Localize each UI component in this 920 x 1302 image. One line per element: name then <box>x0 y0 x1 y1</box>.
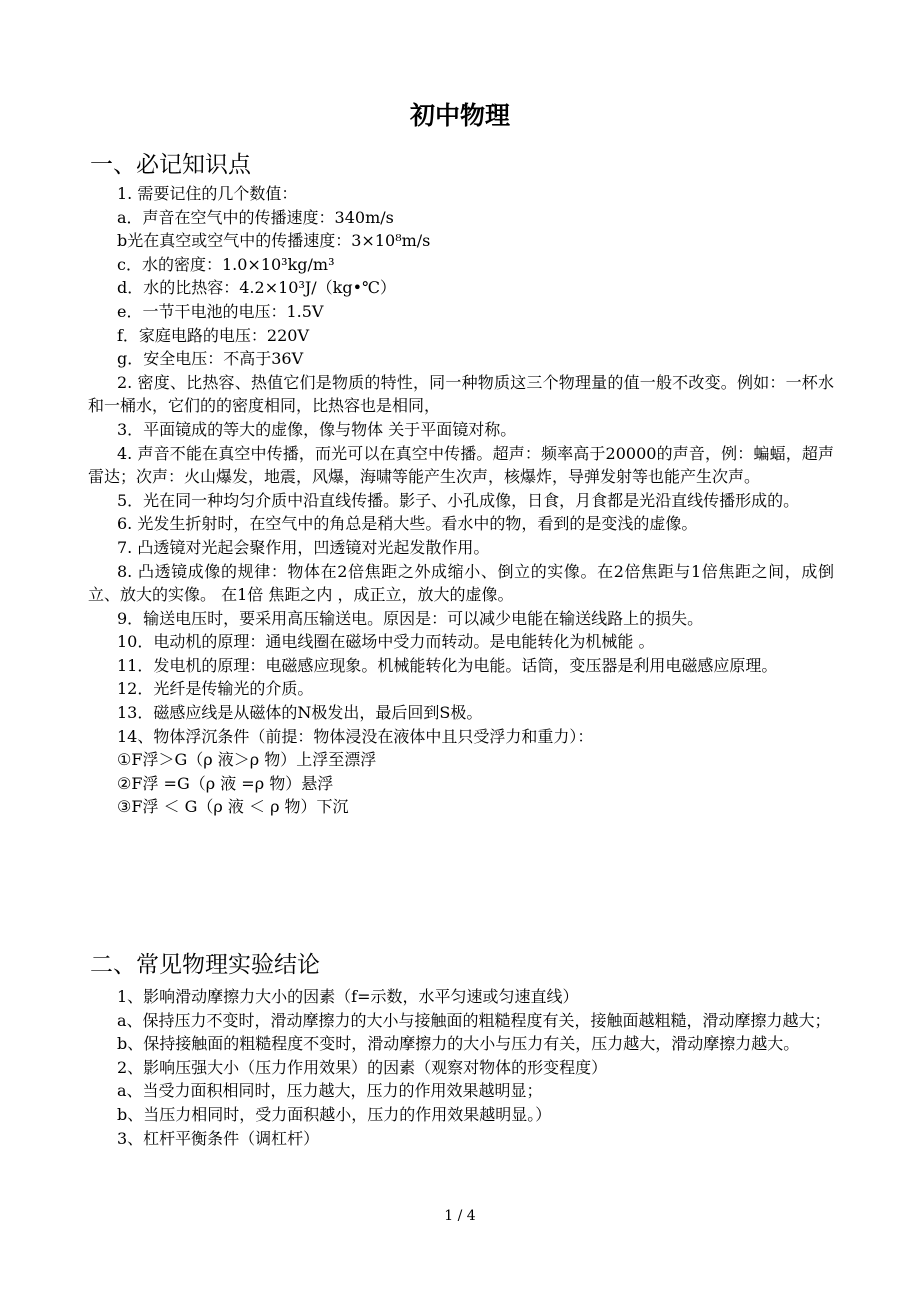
list-item: 2、影响压强大小（压力作用效果）的因素（观察对物体的形变程度） <box>117 1057 608 1077</box>
list-item: 11．发电机的原理：电磁感应现象。机械能转化为电能。话筒，变压器是利用电磁感应原理。 <box>117 655 778 675</box>
page-number: 1 / 4 <box>444 1208 476 1224</box>
list-item: 8. 凸透镜成像的规律：物体在2倍焦距之外成缩小、倒立的实像。在2倍焦距与1倍焦距之间，成倒立、放大的实像。 在1倍 焦距之内 ，成正立，放大的虚像。 <box>88 561 834 605</box>
section-1-body <box>88 182 834 819</box>
list-item: a、保持压力不变时，滑动摩擦力的大小与接触面的粗糙程度有关，接触面越粗糙，滑动摩擦力越大； <box>117 1010 831 1030</box>
section-2-body <box>88 985 834 1150</box>
list-item: 6. 光发生折射时，在空气中的角总是稍大些。看水中的物，看到的是变浅的虚像。 <box>117 514 698 534</box>
list-item: 4. 声音不能在真空中传播，而光可以在真空中传播。超声：频率高于20000的声音，例：蝙蝠，超声雷达；次声：火山爆发，地震，风爆，海啸等能产生次声，核爆炸，导弹发射等也能产生次声。 <box>88 443 834 487</box>
list-item: 9．输送电压时，要采用高压输送电。原因是：可以减少电能在输送线路上的损失。 <box>117 608 704 628</box>
list-item: 10．电动机的原理：通电线圈在磁场中受力而转动。是电能转化为机械能 。 <box>117 632 655 652</box>
list-item: g．安全电压：不高于36V <box>117 349 304 369</box>
list-item: a、当受力面积相同时，压力越大，压力的作用效果越明显； <box>117 1081 543 1101</box>
list-item: 7. 凸透镜对光起会聚作用，凹透镜对光起发散作用。 <box>117 537 490 557</box>
list-item: ③F浮 ＜ G（ρ 液 ＜ ρ 物）下沉 <box>117 797 349 817</box>
list-item: ①F浮＞G（ρ 液＞ρ 物）上浮至漂浮 <box>117 750 377 770</box>
list-item: 1、影响滑动摩擦力大小的因素（f=示数，水平匀速或匀速直线） <box>117 987 579 1006</box>
list-item: f．家庭电路的电压：220V <box>117 325 310 345</box>
list-item: 3．平面镜成的等大的虚像，像与物体 关于平面镜对称。 <box>117 419 517 439</box>
list-item: 13．磁感应线是从磁体的N极发出，最后回到S极。 <box>117 703 483 723</box>
list-item: b光在真空或空气中的传播速度：3×10⁸m/s <box>117 231 431 251</box>
list-item: b、当压力相同时，受力面积越小，压力的作用效果越明显。） <box>117 1104 552 1124</box>
list-item: b、保持接触面的粗糙程度不变时，滑动摩擦力的大小与压力有关，压力越大，滑动摩擦力越大。 <box>117 1034 800 1054</box>
list-item: 5．光在同一种均匀介质中沿直线传播。影子、小孔成像，日食，月食都是光沿直线传播形成的。 <box>117 490 800 510</box>
list-item: ②F浮 =G（ρ 液 =ρ 物）悬浮 <box>117 773 334 793</box>
list-item: 1. 需要记住的几个数值： <box>117 184 298 203</box>
list-item: 12．光纤是传输光的介质。 <box>117 679 314 699</box>
list-item: a．声音在空气中的传播速度：340m/s <box>117 207 394 227</box>
list-item: d．水的比热容：4.2×10³J/（kg•℃） <box>117 278 396 298</box>
list-item: c．水的密度：1.0×10³kg/m³ <box>117 254 335 274</box>
section-heading-2: 二、常见物理实验结论 <box>90 952 320 978</box>
list-item: 14、物体浮沉条件（前提：物体浸没在液体中且只受浮力和重力）： <box>117 726 594 746</box>
section-heading-1: 一、必记知识点 <box>90 152 251 178</box>
list-item: e．一节干电池的电压：1.5V <box>117 301 324 321</box>
list-item: 3、杠杆平衡条件（调杠杆） <box>117 1128 320 1148</box>
list-item: 2. 密度、比热容、热值它们是物质的特性，同一种物质这三个物理量的值一般不改变。例如：一杯水和一桶水，它们的的密度相同，比热容也是相同， <box>88 372 834 416</box>
page-title: 初中物理 <box>409 101 510 130</box>
